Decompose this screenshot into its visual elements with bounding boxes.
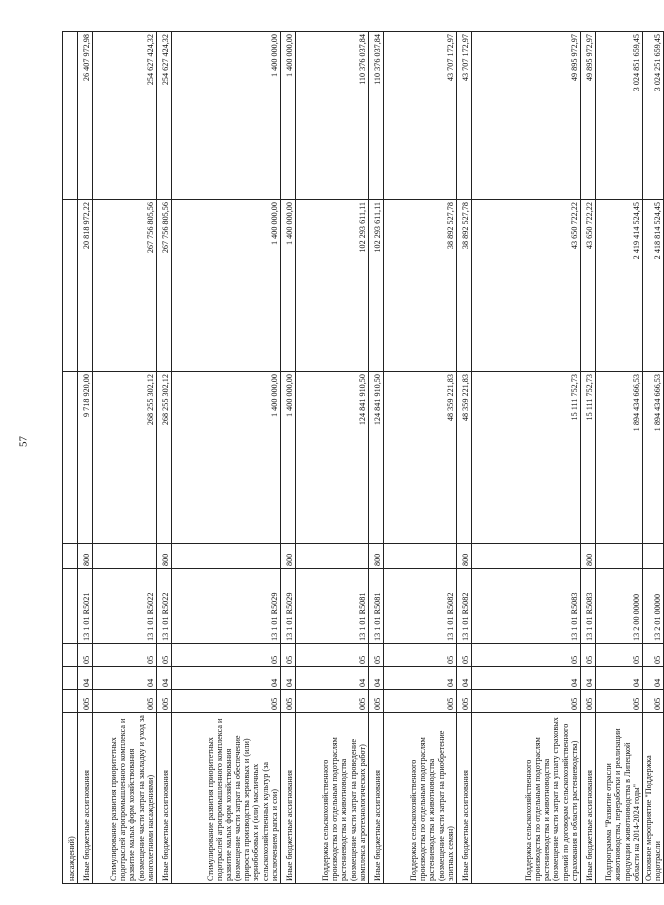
sum-2024-cell: 1 400 000,00 [281,32,296,200]
budget-table [62,31,664,884]
sum-2024-cell [63,32,78,200]
rz-cell: 04 [581,667,596,690]
pr-cell: 05 [581,644,596,667]
csr-cell: 13 1 01 R5083 [581,569,596,644]
sum-2022-cell: 124 841 910,50 [369,372,384,544]
table-row [78,32,93,884]
row-name-cell: Стимулирование развития приоритетных подотраслей агропромышленного комплекса и развитие малых форм хозяйствования (возмещение части затрат на обеспечение прироста производства зерновых и (или) зернобобовых и (или) масличных сельскохозяйственных культур (за исключением рапса и сои) [172,713,281,884]
sum-2023-cell [63,200,78,372]
table-row [296,32,369,884]
sum-2023-cell: 43 650 722,22 [472,200,581,372]
csr-cell: 13 1 01 R5029 [281,569,296,644]
csr-cell: 13 1 01 R5022 [157,569,172,644]
ved-cell: 005 [472,690,581,713]
sum-2023-cell: 38 892 527,78 [384,200,457,372]
table-row [472,32,581,884]
vr-cell [472,544,581,569]
sum-2024-cell: 110 376 037,84 [296,32,369,200]
sum-2024-cell: 43 707 172,97 [384,32,457,200]
pr-cell: 05 [78,644,93,667]
sum-2022-cell: 268 255 302,12 [93,372,157,544]
sum-2023-cell: 102 293 611,11 [296,200,369,372]
ved-cell: 005 [296,690,369,713]
sum-2024-cell: 3 024 251 659,45 [643,32,664,200]
table-row [643,32,664,884]
csr-cell: 13 1 01 R5022 [93,569,157,644]
sum-2024-cell: 1 400 000,00 [172,32,281,200]
ved-cell: 005 [281,690,296,713]
row-name-cell: Иные бюджетные ассигнования [581,713,596,884]
page-number: 57 [17,436,30,447]
pr-cell: 05 [596,644,643,667]
sum-2023-cell: 267 756 805,56 [157,200,172,372]
vr-cell: 800 [281,544,296,569]
csr-cell: 13 1 01 R5082 [384,569,457,644]
sum-2024-cell: 49 895 972,97 [472,32,581,200]
sum-2022-cell: 9 718 920,00 [78,372,93,544]
rz-cell: 04 [369,667,384,690]
csr-cell: 13 1 01 R5029 [172,569,281,644]
ved-cell: 005 [78,690,93,713]
ved-cell: 005 [457,690,472,713]
sum-2024-cell: 43 707 172,97 [457,32,472,200]
sum-2023-cell: 20 818 972,22 [78,200,93,372]
vr-cell: 800 [457,544,472,569]
ved-cell: 005 [172,690,281,713]
csr-cell: 13 2 01 00000 [643,569,664,644]
rotated-page-area [62,32,663,884]
sum-2024-cell: 254 627 424,32 [157,32,172,200]
ved-cell: 005 [369,690,384,713]
row-name-cell: Поддержка сельскохозяйственного производства по отдельным подотраслям растениеводства и животноводства (возмещение части затрат на проведение комплекса агротехнологических работ) [296,713,369,884]
sum-2022-cell: 15 111 752,73 [472,372,581,544]
sum-2024-cell: 49 895 972,97 [581,32,596,200]
sum-2024-cell: 254 627 424,32 [93,32,157,200]
sum-2022-cell: 124 841 910,50 [296,372,369,544]
table-row [596,32,643,884]
pr-cell: 05 [384,644,457,667]
sum-2022-cell: 1 894 434 666,53 [643,372,664,544]
pr-cell: 05 [369,644,384,667]
rz-cell: 04 [157,667,172,690]
pr-cell: 05 [457,644,472,667]
sum-2023-cell: 102 293 611,11 [369,200,384,372]
sum-2022-cell: 48 359 221,83 [457,372,472,544]
sum-2023-cell: 2 419 414 524,45 [596,200,643,372]
rz-cell: 04 [78,667,93,690]
pr-cell: 05 [172,644,281,667]
ved-cell: 005 [93,690,157,713]
csr-cell: 13 2 00 00000 [596,569,643,644]
row-name-cell: Поддержка сельскохозяйственного производства по отдельным подотраслям растениеводства и животноводства (возмещение части затрат на уплату страховых премий по договорам сельскохозяйственного страхования в области растениеводства) [472,713,581,884]
ved-cell: 005 [643,690,664,713]
sum-2023-cell: 2 418 814 524,45 [643,200,664,372]
vr-cell [643,544,664,569]
ved-cell: 005 [581,690,596,713]
row-name-cell: Иные бюджетные ассигнования [369,713,384,884]
ved-cell [63,690,78,713]
sum-2023-cell: 1 400 000,00 [281,200,296,372]
rz-cell [63,667,78,690]
vr-cell [596,544,643,569]
sum-2024-cell: 26 407 972,98 [78,32,93,200]
vr-cell: 800 [369,544,384,569]
vr-cell [384,544,457,569]
vr-cell: 800 [157,544,172,569]
ved-cell: 005 [384,690,457,713]
pr-cell: 05 [643,644,664,667]
sum-2023-cell: 267 756 805,56 [93,200,157,372]
ved-cell: 005 [157,690,172,713]
sum-2022-cell: 48 359 221,83 [384,372,457,544]
vr-cell [172,544,281,569]
sum-2022-cell: 1 400 000,00 [281,372,296,544]
sum-2024-cell: 110 376 037,84 [369,32,384,200]
sum-2022-cell: 268 255 302,12 [157,372,172,544]
sum-2023-cell: 38 892 527,78 [457,200,472,372]
row-name-cell: Основное мероприятие "Поддержка подотрасли [643,713,664,884]
pr-cell: 05 [281,644,296,667]
sum-2023-cell: 43 650 722,22 [581,200,596,372]
sum-2022-cell: 1 400 000,00 [172,372,281,544]
sum-2022-cell: 1 894 434 666,53 [596,372,643,544]
row-name-cell: насаждений) [63,713,78,884]
rz-cell: 04 [281,667,296,690]
row-name-cell: Иные бюджетные ассигнования [157,713,172,884]
row-name-cell: Иные бюджетные ассигнования [78,713,93,884]
rz-cell: 04 [457,667,472,690]
table-row [384,32,457,884]
csr-cell: 13 1 01 R5082 [457,569,472,644]
row-name-cell: Стимулирование развития приоритетных подотраслей агропромышленного комплекса и развитие малых форм хозяйствования (возмещение части затрат на закладку и уход за многолетними насаждениями) [93,713,157,884]
rz-cell: 04 [93,667,157,690]
sum-2024-cell: 3 024 851 659,45 [596,32,643,200]
vr-cell: 800 [581,544,596,569]
csr-cell: 13 1 01 R5083 [472,569,581,644]
pr-cell: 05 [296,644,369,667]
table-row [63,32,78,884]
csr-cell: 13 1 01 R5081 [369,569,384,644]
row-name-cell: Поддержка сельскохозяйственного производства по отдельным подотраслям растениеводства и животноводства (возмещение части затрат на приобретение элитных семян) [384,713,457,884]
row-name-cell: Иные бюджетные ассигнования [457,713,472,884]
csr-cell: 13 1 01 R5081 [296,569,369,644]
table-row [172,32,281,884]
pr-cell: 05 [93,644,157,667]
table-row [457,32,472,884]
sum-2022-cell [63,372,78,544]
rz-cell: 04 [643,667,664,690]
sum-2023-cell: 1 400 000,00 [172,200,281,372]
csr-cell: 13 1 01 R5021 [78,569,93,644]
table-row [157,32,172,884]
vr-cell [63,544,78,569]
rz-cell: 04 [472,667,581,690]
table-row [281,32,296,884]
table-row [93,32,157,884]
vr-cell [93,544,157,569]
vr-cell: 800 [78,544,93,569]
rz-cell: 04 [384,667,457,690]
rz-cell: 04 [596,667,643,690]
vr-cell [296,544,369,569]
csr-cell [63,569,78,644]
table-row [581,32,596,884]
rz-cell: 04 [296,667,369,690]
ved-cell: 005 [596,690,643,713]
pr-cell: 05 [472,644,581,667]
pr-cell: 05 [157,644,172,667]
sum-2022-cell: 15 111 752,73 [581,372,596,544]
row-name-cell: Подпрограмма "Развитие отрасли животноводства, переработки и реализации продукции животноводства в Липецкой области на 2014-2024 годы" [596,713,643,884]
table-row [369,32,384,884]
rz-cell: 04 [172,667,281,690]
row-name-cell: Иные бюджетные ассигнования [281,713,296,884]
pr-cell [63,644,78,667]
